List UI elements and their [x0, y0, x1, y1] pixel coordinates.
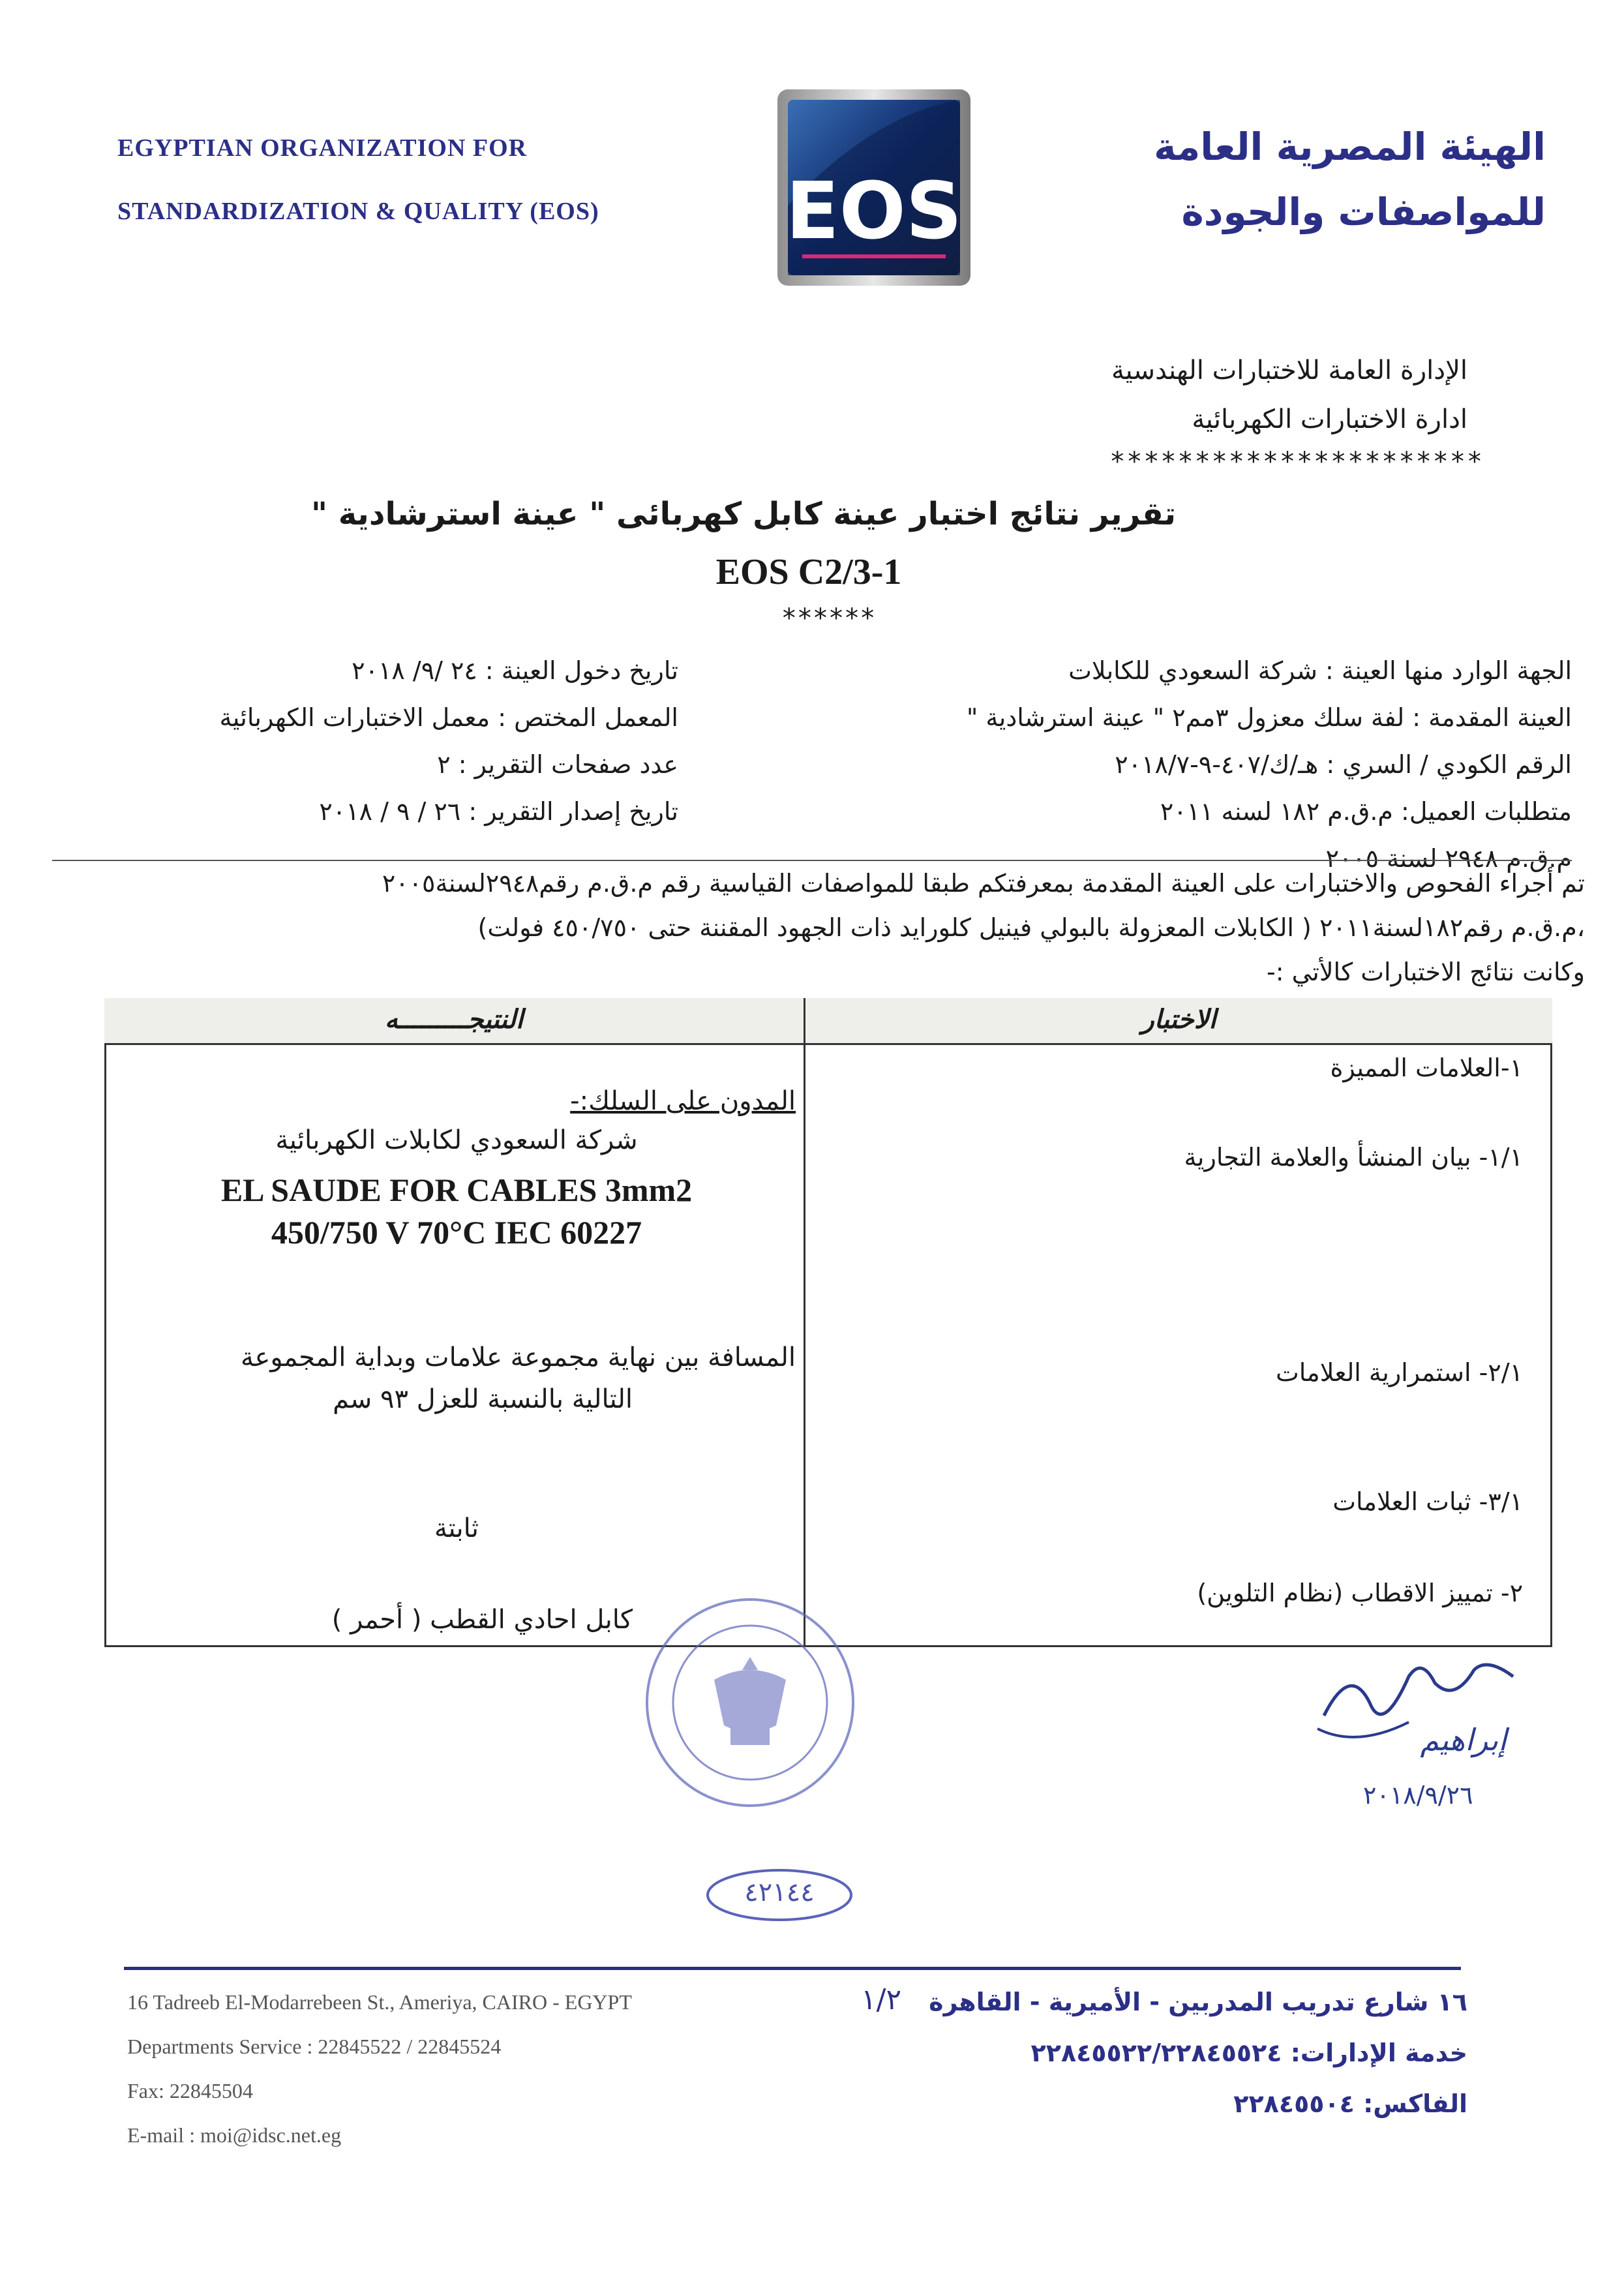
result-distance-1: المسافة بين نهاية مجموعة علامات وبداية المجموعة: [241, 1343, 796, 1373]
info-requirements: متطلبات العميل: م.ق.م ١٨٢ لسنه ٢٠١١: [1160, 797, 1572, 826]
result-marking-label: المدون على السلك:-: [570, 1086, 796, 1116]
official-seal: [642, 1595, 858, 1810]
footer-fax-en: Fax: 22845504: [127, 2079, 253, 2102]
info-issue-date: تاريخ إصدار التقرير : ٢٦ / ٩ / ٢٠١٨: [319, 797, 678, 826]
org-name-en-line1: EGYPTIAN ORGANIZATION FOR: [117, 134, 528, 162]
separator-stars: **********************: [1109, 447, 1484, 477]
footer-dept-service-en: Departments Service : 22845522 / 22845524: [127, 2035, 502, 2058]
stamp-number: ٤٢١٤٤: [744, 1877, 815, 1907]
logo-text: EOS: [785, 166, 963, 257]
result-distance-2: التالية بالنسبة للعزل ٩٣ سم: [333, 1384, 633, 1414]
footer-divider: [124, 1967, 1461, 1970]
paragraph-line-3: وكانت نتائج الاختبارات كالأتي :-: [1267, 958, 1585, 986]
info-requirements-2: م.ق.م ٢٩٤٨ لسنة ٢٠٠٥: [1325, 844, 1572, 873]
result-marking-en-1: EL SAUDE FOR CABLES 3mm2: [220, 1172, 693, 1208]
department-electrical: ادارة الاختبارات الكهربائية: [1192, 404, 1467, 434]
test-item-1-2: ٢/١- استمرارية العلامات: [1276, 1358, 1523, 1387]
footer-email-en: E-mail : moi@idsc.net.eg: [127, 2123, 342, 2147]
info-left-block: [59, 647, 678, 835]
info-right-block: [789, 647, 1572, 882]
result-durability: ثابتة: [434, 1513, 479, 1543]
paragraph-line-1: تم أجراء الفحوص والاختبارات على العينة المقدمة بمعرفتكم طبقا للمواصفات القياسية رقم م.ق.م رقم٢٩٤٨لسنة٢٠٠٥: [382, 869, 1585, 898]
test-item-1-1: ١/١- بيان المنشأ والعلامة التجارية: [1184, 1143, 1523, 1172]
info-lab: المعمل المختص : معمل الاختبارات الكهربائية: [219, 703, 678, 732]
info-page-count: عدد صفحات التقرير : ٢: [437, 750, 678, 779]
report-code: EOS C2/3-1: [715, 552, 902, 592]
eos-logo: [776, 88, 972, 287]
test-item-1-3: ٣/١- ثبات العلامات: [1332, 1487, 1523, 1516]
result-marking-company: شركة السعودي لكابلات الكهربائية: [275, 1125, 638, 1155]
footer-fax-ar: الفاكس: ٢٢٨٤٥٥٠٤: [1233, 2089, 1467, 2118]
header-result: النتيجـــــــــه: [384, 1005, 524, 1035]
title-stars: ******: [781, 603, 876, 633]
org-name-en-line2: STANDARDIZATION & QUALITY (EOS): [117, 198, 599, 225]
footer-ar: [815, 1977, 1467, 2129]
info-code-number: الرقم الكودي / السري : هـ/ك/٤٠٧-٩-٢٠١٨/٧: [1115, 750, 1572, 779]
info-sample: العينة المقدمة : لفة سلك معزول ٣مم٢ " عينة استرشادية ": [966, 703, 1572, 732]
table-column-divider: [804, 998, 805, 1647]
result-marking-en-2: 450/750 V 70°C IEC 60227: [271, 1214, 642, 1251]
footer-address-ar: ١٦ شارع تدريب المدربين - الأميرية - القاهرة: [929, 1988, 1467, 2016]
org-name-ar-line2: للمواصفات والجودة: [1181, 190, 1546, 234]
intro-paragraph: [20, 861, 1585, 994]
info-entry-date: تاريخ دخول العينة : ٢٤ /٩/ ٢٠١٨: [352, 656, 678, 685]
org-name-ar-line1: الهيئة المصرية العامة: [1154, 125, 1546, 169]
signature-date: ٢٠١٨/٩/٢٦: [1363, 1781, 1473, 1810]
signature-name: إبراهيم: [1420, 1722, 1507, 1757]
page-number: ١/٢: [861, 1983, 902, 2016]
report-title: تقرير نتائج اختبار عينة كابل كهربائى " عينة استرشادية ": [310, 496, 1177, 532]
footer-address-en: 16 Tadreeb El-Modarrebeen St., Ameriya, CAIRO - EGYPT: [127, 1990, 632, 2014]
test-item-2: ٢- تمييز الاقطاب (نظام التلوين): [1197, 1579, 1523, 1607]
result-color: كابل احادي القطب ( أحمر ): [331, 1605, 633, 1635]
test-item-1: ١-العلامات المميزة: [1330, 1054, 1523, 1082]
department-general: الإدارة العامة للاختبارات الهندسية: [1111, 356, 1467, 386]
header-test: الاختبار: [1141, 1005, 1216, 1035]
info-sender: الجهة الوارد منها العينة : شركة السعودي للكابلات: [1068, 656, 1572, 685]
paragraph-line-2: ،م.ق.م رقم١٨٢لسنة٢٠١١ ( الكابلات المعزولة بالبولي فينيل كلورايد ذات الجهود المقننة حتى ٤٥٠/٧٥٠ فولت): [477, 913, 1585, 942]
footer-en: [127, 1980, 845, 2157]
footer-dept-service-ar: خدمة الإدارات: ٢٢٨٤٥٥٢٢/٢٢٨٤٥٥٢٤: [1030, 2039, 1467, 2067]
